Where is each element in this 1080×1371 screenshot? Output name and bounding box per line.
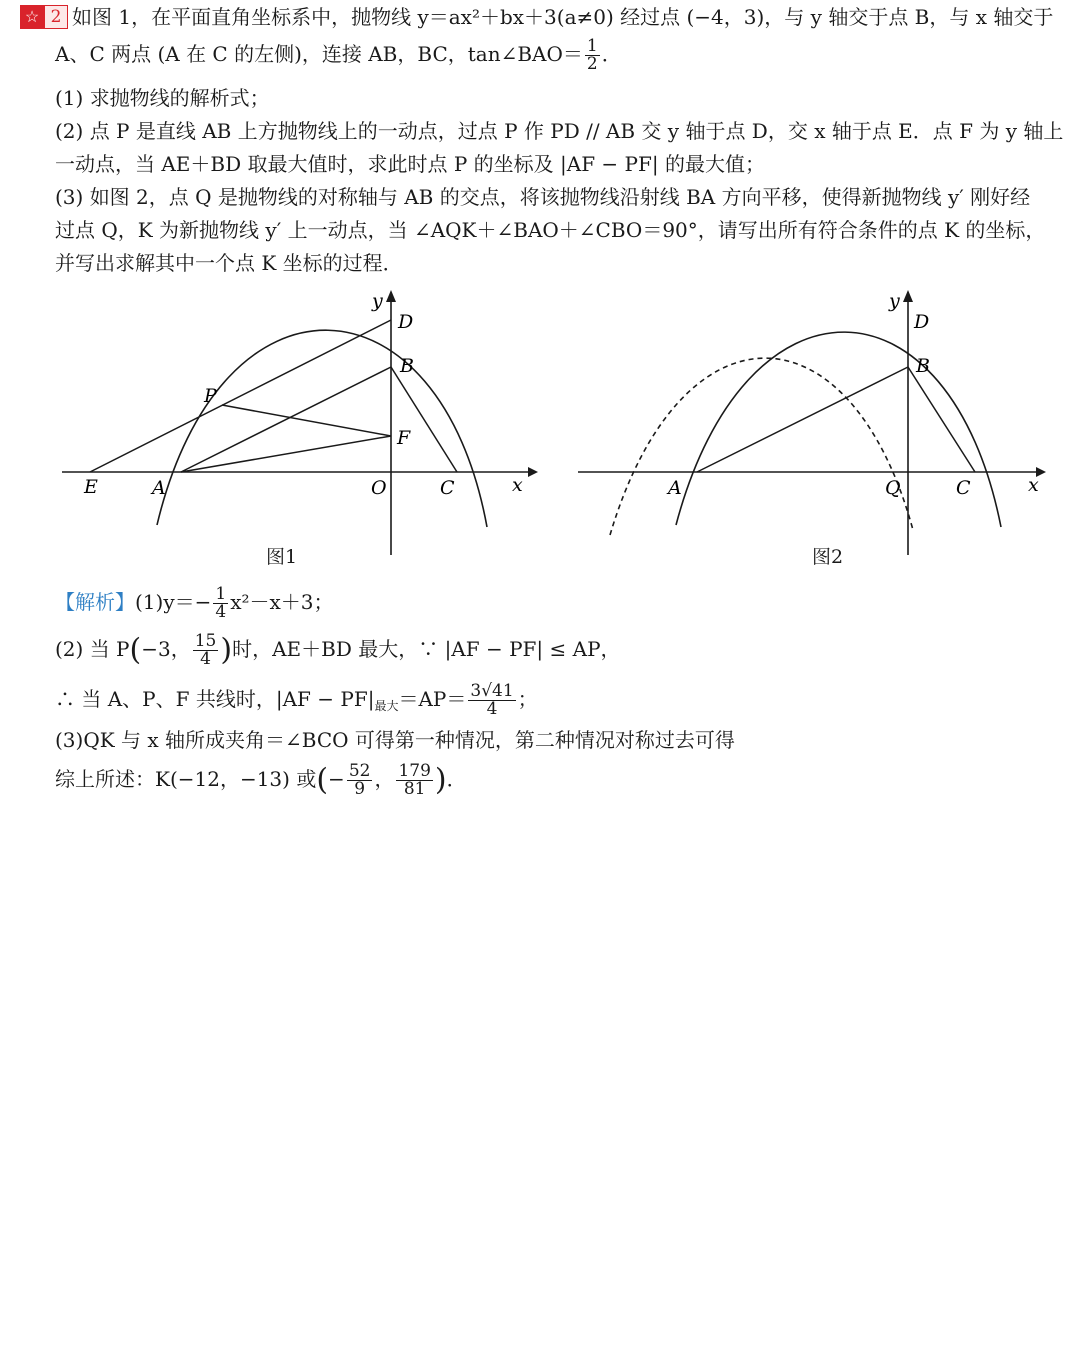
fig1-label-E: E [84,476,98,498]
solution-1-fraction: $\frac{1}{4}$ [215,584,227,622]
fig2-label-D: D [914,311,930,333]
solution-1: 【解析】(1)y＝− $\frac{1}{4}$ x²－x＋3； [55,584,334,622]
figure-2 [570,290,1060,565]
question-2-line-2: 一动点，当 AE＋BD 取最大值时，求此时点 P 的坐标及 |AF − PF| 的最大值； [55,152,765,176]
fig1-label-A: A [152,477,166,499]
fig1-label-B: B [400,355,414,377]
question-3-line-1: (3) 如图 2，点 Q 是抛物线的对称轴与 AB 的交点，将该抛物线沿射线 BA 方向平移，使得新抛物线 y′ 刚好经 [55,185,1031,209]
fig1-label-F: F [397,427,411,449]
fig2-shifted-parabola [610,358,913,535]
problem-line-1: 如图 1，在平面直角坐标系中，抛物线 y＝ax²＋bx＋3(a≠0) 经过点 (−4，3)，与 y 轴交于点 B，与 x 轴交于 [72,5,1054,29]
fig1-line-ED [90,320,391,472]
fig2-parabola [676,332,1001,527]
fig1-line-AF [181,436,391,472]
problem-badge [20,5,68,29]
solution-5-fraction-2: $\frac{179}{81}$ [398,761,431,799]
solution-5-fraction-1: $\frac{52}{9}$ [348,761,371,799]
problem-line-2: A、C 两点 (A 在 C 的左侧)，连接 AB，BC，tan∠BAO＝ $\frac{1}{2}$ ． [55,36,622,74]
fig2-label-y: y [889,290,900,312]
question-3-line-2: 过点 Q，K 为新抛物线 y′ 上一动点，当 ∠AQK＋∠BAO＋∠CBO＝90°，请写出所有符合条件的点 K 的坐标， [55,218,1046,242]
solution-2: (2) 当 P(−3， $\frac{15}{4}$ )时，AE＋BD 最大，∵ |AF − PF| ≤ AP， [55,631,621,669]
fig1-label-C: C [440,477,455,499]
fig1-label-x: x [512,474,523,496]
fig1-y-arrow [386,290,396,302]
fig2-label-Q: Q [885,477,901,499]
solution-3-fraction: $\frac{3√41}{4}$ [470,681,514,719]
solution-3: ∴ 当 A、P、F 共线时，$|AF - PF|_{最大}=AP=$ $\frac{3√41}{4}$ ； [55,681,538,719]
fig1-x-arrow [528,467,538,477]
problem-number: 2 [44,5,68,29]
question-3-line-3: 并写出求解其中一个点 K 坐标的过程． [55,251,403,275]
question-2-line-1: (2) 点 P 是直线 AB 上方抛物线上的一动点，过点 P 作 PD // AB 交 y 轴于点 D，交 x 轴于点 E．点 F 为 y 轴上 [55,119,1064,143]
star-icon: ☆ [20,5,44,29]
fig1-line-BC [391,367,457,472]
fig1-label-y: y [372,290,383,312]
fig1-line-AB [181,367,391,472]
fig1-label-D: D [398,311,414,333]
fig2-line-AB [697,367,908,472]
solution-4: (3)QK 与 x 轴所成夹角＝∠BCO 可得第一种情况，第二种情况对称过去可得 [55,728,735,752]
fig2-label-B: B [916,355,930,377]
figure-1-caption: 图1 [266,546,298,568]
tan-fraction: $\frac{1}{2}$ [586,36,598,74]
fig2-label-A: A [668,477,682,499]
solution-5: 综上所述：K(−12，−13) 或(− $\frac{52}{9}$ ， $\frac{179}{81}$ )． [55,761,467,799]
solution-tag: 【解析】 [55,590,135,614]
solution-2-fraction: $\frac{15}{4}$ [194,631,217,669]
fig2-label-x: x [1028,474,1039,496]
fig2-label-C: C [956,477,971,499]
fig2-y-arrow [903,290,913,302]
question-1: (1) 求抛物线的解析式； [55,86,270,110]
problem-line-2-text: A、C 两点 (A 在 C 的左侧)，连接 AB，BC，tan∠BAO＝ [55,42,583,66]
fig1-label-O: O [371,477,387,499]
fig1-label-P: P [204,385,217,407]
fig1-parabola [157,330,487,527]
figure-2-caption: 图2 [812,546,844,568]
figure-1 [55,290,545,565]
